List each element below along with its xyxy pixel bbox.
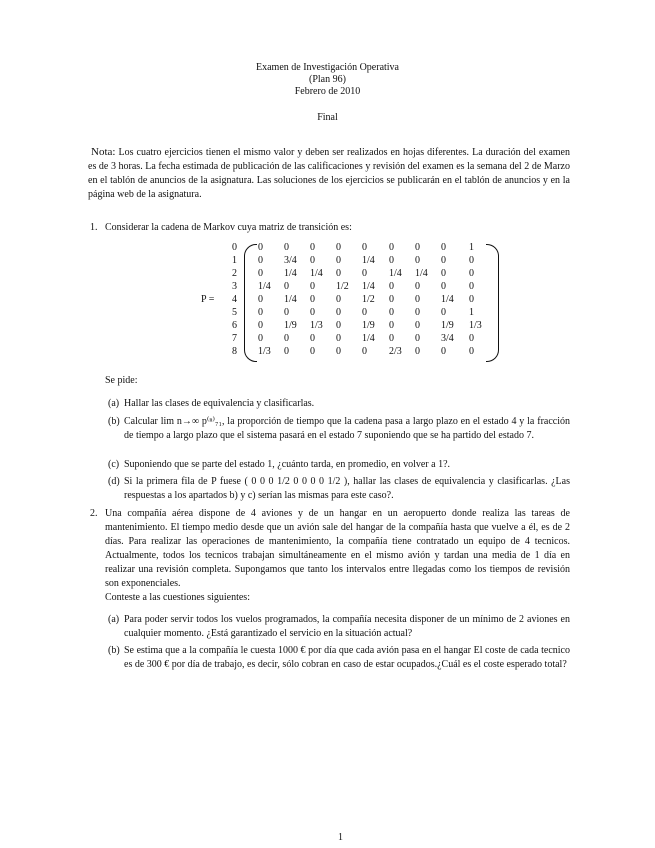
- matrix-cell: 0: [258, 242, 263, 253]
- matrix-cell: 0: [310, 294, 315, 305]
- matrix-cell: 0: [336, 255, 341, 266]
- matrix-cell: 0: [415, 333, 420, 344]
- matrix-cell: 0: [415, 242, 420, 253]
- matrix-cell: 0: [389, 294, 394, 305]
- page-number: 1: [338, 832, 343, 843]
- matrix-cell: 0: [310, 255, 315, 266]
- matrix-right-paren: [486, 244, 499, 362]
- matrix-cell: 0: [441, 242, 446, 253]
- part-text: Hallar las clases de equivalencia y clasificarlas.: [124, 398, 315, 409]
- matrix-cell: 1/4: [362, 333, 375, 344]
- matrix-cell: 1/4: [362, 255, 375, 266]
- matrix-cell: 0: [441, 307, 446, 318]
- matrix-cell: 0: [415, 307, 420, 318]
- matrix-state-label: 4: [232, 294, 237, 305]
- matrix-cell: 0: [469, 333, 474, 344]
- matrix-state-label: 0: [232, 242, 237, 253]
- matrix-cell: 0: [441, 255, 446, 266]
- matrix-cell: 1/2: [336, 281, 349, 292]
- matrix-cell: 0: [336, 294, 341, 305]
- matrix-cell: 0: [258, 268, 263, 279]
- matrix-cell: 1/4: [310, 268, 323, 279]
- part-text: Se estima que a la compañía le cuesta 1000 € por día que cada avión pasa en el hangar El coste de cada tecnico es de 300 € por día de trabajo, es decir, sólo cobran en caso de estar ocupados.¿Cuál es el coste esperado total?: [124, 645, 570, 670]
- matrix-cell: 1: [469, 242, 474, 253]
- matrix-cell: 0: [258, 255, 263, 266]
- matrix-cell: 1/4: [284, 294, 297, 305]
- matrix-cell: 0: [310, 346, 315, 357]
- q2-conteste: Conteste a las cuestiones siguientes:: [105, 592, 250, 603]
- matrix-cell: 0: [389, 255, 394, 266]
- matrix-cell: 0: [415, 320, 420, 331]
- matrix-cell: 0: [389, 333, 394, 344]
- matrix-cell: 1: [469, 307, 474, 318]
- matrix-state-label: 7: [232, 333, 237, 344]
- matrix-cell: 0: [362, 268, 367, 279]
- matrix-cell: 0: [336, 307, 341, 318]
- matrix-cell: 0: [441, 268, 446, 279]
- matrix-cell: 1/4: [389, 268, 402, 279]
- matrix-cell: 0: [415, 294, 420, 305]
- part-text: Si la primera fila de P fuese ( 0 0 0 1/2 0 0 0 0 1/2 ), hallar las clases de equivalencia y clasificarlas. ¿Las respuestas a los apartados b) y c) serían las mismas para este caso?.: [124, 476, 570, 501]
- q2-number: 2.: [90, 508, 98, 519]
- matrix-cell: 0: [362, 307, 367, 318]
- matrix-cell: 0: [469, 268, 474, 279]
- matrix-cell: 0: [284, 307, 289, 318]
- matrix-cell: 0: [389, 320, 394, 331]
- q1-intro: Considerar la cadena de Markov cuya matriz de transición es:: [105, 222, 352, 233]
- matrix-cell: 0: [441, 281, 446, 292]
- matrix-cell: 1/9: [441, 320, 454, 331]
- matrix-state-label: 6: [232, 320, 237, 331]
- exam-type: Final: [317, 112, 338, 123]
- matrix-cell: 1/9: [284, 320, 297, 331]
- matrix-cell: 1/4: [362, 281, 375, 292]
- matrix-cell: 0: [469, 281, 474, 292]
- q2-intro: Una compañía aérea dispone de 4 aviones y de un hangar en un aeropuerto donde realiza las tareas de mantenimiento. El tiempo medio desde que un avión sale del hangar de la compañía hasta que vuelve a él, es de 2 días. Para realizar las operaciones de mantenimiento, la compañía tiene contratado un equipo de 4 tecnicos. Actualmente, todos los tecnicos trabajan simultáneamente en el mismo avión y tardan una media de 1 día en realizar una revisión completa. Supongamos que tanto los intervalos entre llegadas como los tiempos de revisión son exponenciales.: [105, 508, 570, 589]
- se-pide: Se pide:: [105, 375, 138, 386]
- matrix-cell: 0: [336, 333, 341, 344]
- matrix-cell: 0: [389, 281, 394, 292]
- matrix-cell: 0: [469, 255, 474, 266]
- matrix-cell: 0: [415, 281, 420, 292]
- matrix-state-label: 2: [232, 268, 237, 279]
- matrix-state-label: 3: [232, 281, 237, 292]
- note-paragraph: [88, 145, 570, 202]
- matrix-cell: 1/4: [415, 268, 428, 279]
- matrix-cell: 0: [258, 320, 263, 331]
- matrix-cell: 0: [284, 346, 289, 357]
- matrix-cell: 1/3: [310, 320, 323, 331]
- part-label: (c): [108, 459, 120, 470]
- matrix-cell: 0: [469, 346, 474, 357]
- matrix-cell: 1/4: [441, 294, 454, 305]
- matrix-cell: 1/4: [284, 268, 297, 279]
- matrix-cell: 0: [415, 255, 420, 266]
- matrix-cell: 1/4: [258, 281, 271, 292]
- matrix-cell: 0: [284, 242, 289, 253]
- matrix-cell: 0: [362, 242, 367, 253]
- matrix-label: P =: [201, 294, 215, 305]
- matrix-cell: 0: [415, 346, 420, 357]
- matrix-cell: 0: [284, 281, 289, 292]
- matrix-cell: 0: [284, 333, 289, 344]
- matrix-cell: 1/9: [362, 320, 375, 331]
- matrix-cell: 0: [389, 307, 394, 318]
- part-label: (b): [108, 645, 120, 656]
- exam-plan: (Plan 96): [309, 74, 346, 85]
- exam-date: Febrero de 2010: [294, 86, 361, 97]
- matrix-cell: 3/4: [441, 333, 454, 344]
- exam-title: Examen de Investigación Operativa: [256, 62, 399, 73]
- matrix-cell: 0: [336, 320, 341, 331]
- matrix-cell: 0: [336, 242, 341, 253]
- matrix-cell: 0: [362, 346, 367, 357]
- matrix-cell: 1/3: [469, 320, 482, 331]
- matrix-cell: 0: [310, 307, 315, 318]
- matrix-cell: 1/2: [362, 294, 375, 305]
- matrix-cell: 0: [389, 242, 394, 253]
- matrix-cell: 2/3: [389, 346, 402, 357]
- matrix-cell: 0: [336, 346, 341, 357]
- matrix-cell: 0: [310, 333, 315, 344]
- note-text: Los cuatro ejercicios tienen el mismo valor y deben ser realizados en hojas diferentes. La duración del examen es de 3 horas. La fecha estimada de publicación de las calificaciones y revisión del examen es la semana del 2 de Marzo en el tablón de anuncios de la asignatura. Las soluciones de los ejercicios se publicarán en el tablón de anuncios y en la página web de la asignatura.: [88, 147, 571, 200]
- part-label: (b): [108, 416, 120, 427]
- part-text: Para poder servir todos los vuelos programados, la compañía necesita disponer de un mínimo de 2 aviones en cualquier momento. ¿Está garantizado el servicio en la situación actual?: [124, 614, 570, 639]
- part-label: (a): [108, 614, 120, 625]
- matrix-cell: 0: [310, 281, 315, 292]
- matrix-left-paren: [244, 244, 257, 362]
- matrix-cell: 3/4: [284, 255, 297, 266]
- matrix-cell: 0: [336, 268, 341, 279]
- part-label: (d): [108, 476, 120, 487]
- part-text: Suponiendo que se parte del estado 1, ¿cuánto tarda, en promedio, en volver a 1?.: [124, 459, 451, 470]
- q1-number: 1.: [90, 222, 98, 233]
- matrix-cell: 1/3: [258, 346, 271, 357]
- part-label: (a): [108, 398, 120, 409]
- matrix-cell: 0: [258, 333, 263, 344]
- matrix-cell: 0: [258, 294, 263, 305]
- matrix-state-label: 8: [232, 346, 237, 357]
- matrix-cell: 0: [469, 294, 474, 305]
- matrix-cell: 0: [258, 307, 263, 318]
- matrix-state-label: 1: [232, 255, 237, 266]
- matrix-cell: 0: [441, 346, 446, 357]
- note-label: Nota:: [91, 146, 116, 158]
- part-text: Calcular lim n→∞ p⁽ⁿ⁾₇₁, la proporción de tiempo que la cadena pasa a largo plazo en el estado 4 y la fracción de tiempo a largo plazo que el sistema pasará en el estado 7 suponiendo que se ha partido del estado 7.: [124, 416, 570, 441]
- matrix-cell: 0: [310, 242, 315, 253]
- matrix-state-label: 5: [232, 307, 237, 318]
